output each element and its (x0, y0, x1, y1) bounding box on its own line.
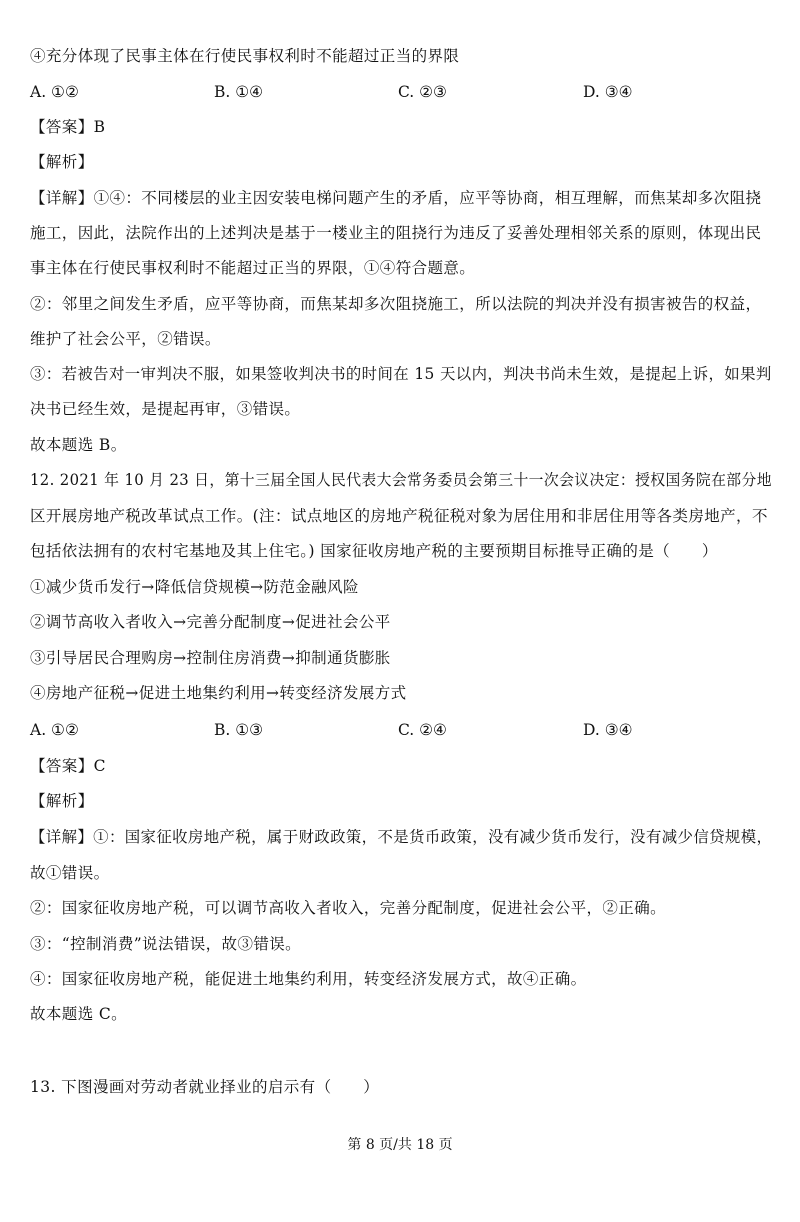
q11-detail-line: 施工，因此，法院作出的上述判决是基于一楼业主的阻挠行为违反了妥善处理相邻关系的原则，体现出民 (30, 224, 762, 242)
q12-option-b: B. ①③ (214, 721, 264, 739)
q12-answer: 【答案】C (30, 757, 106, 775)
q11-detail-line: 事主体在行使民事权利时不能超过正当的界限，①④符合题意。 (30, 259, 476, 277)
q11-option-a: A. ①② (30, 83, 79, 101)
q12-detail-line: ②：国家征收房地产税，可以调节高收入者收入，完善分配制度，促进社会公平，②正确。 (30, 899, 667, 917)
q12-stem-line: 包括依法拥有的农村宅基地及其上住宅。) 国家征收房地产税的主要预期目标推导正确的是（ ） (30, 542, 718, 560)
q12-detail-line: ④：国家征收房地产税，能促进土地集约利用，转变经济发展方式，故④正确。 (30, 970, 587, 988)
q12-option-a: A. ①② (30, 721, 79, 739)
q12-statement: ②调节高收入者收入→完善分配制度→促进社会公平 (30, 613, 391, 631)
q12-statement: ④房地产征税→促进土地集约利用→转变经济发展方式 (30, 684, 407, 702)
q12-options (30, 720, 770, 740)
q12-option-d: D. ③④ (583, 721, 633, 739)
q13-stem: 13. 下图漫画对劳动者就业择业的启示有（ ） (30, 1078, 380, 1096)
q11-detail-line: 【详解】①④：不同楼层的业主因安装电梯问题产生的矛盾，应平等协商，相互理解，而焦某却多次阻挠 (30, 189, 762, 207)
q12-statement: ①减少货币发行→降低信贷规模→防范金融风险 (30, 578, 359, 596)
q12-option-c: C. ②④ (398, 721, 447, 739)
q12-analysis-label: 【解析】 (30, 792, 94, 810)
q11-options (30, 82, 770, 102)
q11-conclusion: 故本题选 B。 (30, 436, 127, 454)
q11-detail-line: 决书已经生效，是提起再审，③错误。 (30, 400, 301, 418)
q11-option-d: D. ③④ (583, 83, 633, 101)
q12-detail-line: 故①错误。 (30, 864, 110, 882)
q11-option-c: C. ②③ (398, 83, 447, 101)
q12-stem-line: 区开展房地产税改革试点工作。(注：试点地区的房地产税征税对象为居住用和非居住用等各类房地产，不 (30, 507, 768, 525)
q11-statement-4: ④充分体现了民事主体在行使民事权利时不能超过正当的界限 (30, 47, 460, 65)
q11-detail-line: ③：若被告对一审判决不服，如果签收判决书的时间在 15 天以内，判决书尚未生效，是提起上诉，如果判 (30, 365, 772, 383)
q11-detail-line: 维护了社会公平，②错误。 (30, 330, 221, 348)
q12-detail-line: 【详解】①：国家征收房地产税，属于财政政策，不是货币政策，没有减少货币发行，没有减少信贷规模， (30, 828, 773, 846)
q11-analysis-label: 【解析】 (30, 153, 94, 171)
q11-detail-line: ②：邻里之间发生矛盾，应平等协商，而焦某却多次阻挠施工，所以法院的判决并没有损害被告的权益， (30, 295, 762, 313)
q12-statement: ③引导居民合理购房→控制住房消费→抑制通货膨胀 (30, 649, 391, 667)
q12-conclusion: 故本题选 C。 (30, 1005, 128, 1023)
page-footer: 第 8 页/共 18 页 (347, 1137, 453, 1153)
q12-detail-line: ③：“控制消费”说法错误，故③错误。 (30, 935, 302, 953)
q11-answer: 【答案】B (30, 118, 106, 136)
q12-stem-line: 12. 2021 年 10 月 23 日，第十三届全国人民代表大会常务委员会第三十一次会议决定：授权国务院在部分地 (30, 471, 772, 489)
q11-option-b: B. ①④ (214, 83, 264, 101)
